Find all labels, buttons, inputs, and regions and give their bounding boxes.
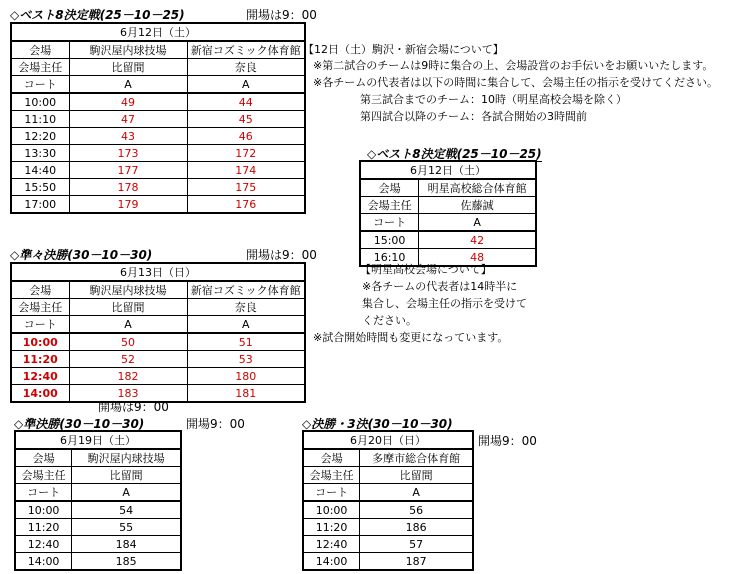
match-cell: 184 [72, 536, 181, 553]
t3-venue-b: 新宿コズミック体育館 [187, 281, 305, 299]
t5-schedule-table [302, 430, 474, 571]
match-cell: 179 [69, 196, 187, 214]
t4-date: 6月19日（土） [15, 431, 181, 449]
match-cell: 53 [187, 351, 305, 368]
table-row [15, 553, 181, 571]
t1-chief-label: 会場主任 [11, 59, 69, 76]
match-cell: 178 [69, 179, 187, 196]
t2-court-label: コート [360, 214, 419, 232]
t1-court-b: A [187, 76, 305, 94]
match-cell: 55 [72, 519, 181, 536]
t3-after-open-time: 開場は9：00 [98, 400, 169, 414]
t3-open-time: 開場は9：00 [246, 248, 317, 262]
t2-venue: 明星高校総合体育館 [419, 179, 536, 197]
t2-schedule-table [359, 160, 537, 267]
t3-court-b: A [187, 316, 305, 334]
t5-heading: ◇決勝・3決(30－10－30) [302, 417, 453, 431]
match-cell: 187 [360, 553, 473, 571]
notes1-line2: ※各チームの代表者は以下の時間に集合して、会場主任の指示を受けてください。 [313, 76, 718, 89]
t4-chief-label: 会場主任 [15, 467, 72, 484]
match-cell: 48 [419, 249, 536, 267]
match-cell: 175 [187, 179, 305, 196]
table-row [11, 128, 305, 145]
table-row [11, 162, 305, 179]
table-row [11, 145, 305, 162]
t3-chief-a: 比留間 [69, 299, 187, 316]
time-cell: 10:00 [11, 93, 69, 111]
match-cell: 54 [72, 501, 181, 519]
table-row [15, 536, 181, 553]
t1-heading: ◇ベスト8決定戦(25－10－25) [10, 8, 185, 22]
t5-court-label: コート [303, 484, 360, 502]
time-cell: 17:00 [11, 196, 69, 214]
t3-chief-b: 奈良 [187, 299, 305, 316]
t3-venue-a: 駒沢屋内球技場 [69, 281, 187, 299]
t4-heading: ◇準決勝(30－10－30) [14, 417, 145, 431]
time-cell: 12:40 [303, 536, 360, 553]
match-cell: 180 [187, 368, 305, 385]
match-cell: 45 [187, 111, 305, 128]
match-cell: 43 [69, 128, 187, 145]
time-cell: 10:00 [11, 333, 69, 351]
match-cell: 50 [69, 333, 187, 351]
match-cell: 57 [360, 536, 473, 553]
table-row [303, 501, 473, 519]
t4-court: A [72, 484, 181, 502]
time-cell: 11:20 [303, 519, 360, 536]
t4-venue: 駒沢屋内球技場 [72, 449, 181, 467]
match-cell: 186 [360, 519, 473, 536]
t5-court: A [360, 484, 473, 502]
t1-open-time: 開場は9：00 [246, 8, 317, 22]
t5-open-time: 開場9：00 [478, 434, 537, 448]
t3-venue-label: 会場 [11, 281, 69, 299]
t1-venue-b: 新宿コズミック体育館 [187, 41, 305, 59]
match-cell: 172 [187, 145, 305, 162]
t1-chief-a: 比留間 [69, 59, 187, 76]
time-cell: 16:10 [360, 249, 419, 267]
notes2-line1: ※各チームの代表者は14時半に [362, 280, 518, 293]
t5-date: 6月20日（日） [303, 431, 473, 449]
match-cell: 44 [187, 93, 305, 111]
match-cell: 173 [69, 145, 187, 162]
table-row [303, 536, 473, 553]
t4-open-time: 開場9：00 [186, 417, 245, 431]
match-cell: 174 [187, 162, 305, 179]
match-cell: 185 [72, 553, 181, 571]
table-row [11, 179, 305, 196]
table-row [303, 553, 473, 571]
match-cell: 182 [69, 368, 187, 385]
t1-court-label: コート [11, 76, 69, 94]
time-cell: 15:50 [11, 179, 69, 196]
time-cell: 11:10 [11, 111, 69, 128]
time-cell: 14:40 [11, 162, 69, 179]
t1-venue-label: 会場 [11, 41, 69, 59]
time-cell: 11:20 [11, 351, 69, 368]
t2-date: 6月12日（土） [360, 161, 536, 179]
table-row [11, 93, 305, 111]
table-row [11, 196, 305, 214]
t4-court-label: コート [15, 484, 72, 502]
match-cell: 177 [69, 162, 187, 179]
notes2-line4: ※試合開始時間も変更になっています。 [313, 331, 509, 344]
t2-venue-label: 会場 [360, 179, 419, 197]
time-cell: 10:00 [303, 501, 360, 519]
match-cell: 42 [419, 231, 536, 249]
t4-schedule-table [14, 430, 182, 571]
notes2-line2: 集合し、会場主任の指示を受けて [362, 297, 527, 310]
time-cell: 14:00 [15, 553, 72, 571]
table-row [15, 501, 181, 519]
match-cell: 49 [69, 93, 187, 111]
match-cell: 51 [187, 333, 305, 351]
match-cell: 47 [69, 111, 187, 128]
t1-venue-a: 駒沢屋内球技場 [69, 41, 187, 59]
t5-chief: 比留間 [360, 467, 473, 484]
time-cell: 12:40 [11, 368, 69, 385]
notes2-title: 【明星高校会場について】 [360, 263, 492, 276]
t1-schedule-table [10, 22, 306, 214]
time-cell: 10:00 [15, 501, 72, 519]
t5-venue-label: 会場 [303, 449, 360, 467]
t3-heading: ◇準々決勝(30－10－30) [10, 248, 153, 262]
t2-court: A [419, 214, 536, 232]
table-row [15, 519, 181, 536]
t3-court-label: コート [11, 316, 69, 334]
time-cell: 14:00 [303, 553, 360, 571]
t2-heading: ◇ベスト8決定戦(25－10－25) [367, 147, 542, 161]
notes1-title: 【12日（土）駒沢・新宿会場について】 [303, 43, 504, 56]
table-row [303, 519, 473, 536]
notes1-line4: 第四試合以降のチーム：各試合開始の3時間前 [360, 110, 587, 123]
t4-venue-label: 会場 [15, 449, 72, 467]
table-row [11, 368, 305, 385]
table-row [11, 351, 305, 368]
match-cell: 183 [69, 385, 187, 403]
table-row [11, 333, 305, 351]
t2-chief: 佐藤誠 [419, 197, 536, 214]
time-cell: 13:30 [11, 145, 69, 162]
t1-court-a: A [69, 76, 187, 94]
notes2-line3: ください。 [362, 314, 417, 327]
notes1-line1: ※第二試合のチームは9時に集合の上、会場設営のお手伝いをお願いいたします。 [313, 59, 714, 72]
notes1-line3: 第三試合までのチーム：10時（明星高校会場を除く） [360, 93, 627, 106]
time-cell: 12:40 [15, 536, 72, 553]
t5-venue: 多摩市総合体育館 [360, 449, 473, 467]
match-cell: 56 [360, 501, 473, 519]
t1-date: 6月12日（土） [11, 23, 305, 41]
time-cell: 15:00 [360, 231, 419, 249]
t3-schedule-table [10, 262, 306, 403]
t5-chief-label: 会場主任 [303, 467, 360, 484]
t1-chief-b: 奈良 [187, 59, 305, 76]
time-cell: 14:00 [11, 385, 69, 403]
time-cell: 12:20 [11, 128, 69, 145]
table-row [11, 111, 305, 128]
t3-chief-label: 会場主任 [11, 299, 69, 316]
match-cell: 52 [69, 351, 187, 368]
table-row [360, 231, 536, 249]
time-cell: 11:20 [15, 519, 72, 536]
t3-court-a: A [69, 316, 187, 334]
match-cell: 181 [187, 385, 305, 403]
match-cell: 46 [187, 128, 305, 145]
t4-chief: 比留間 [72, 467, 181, 484]
match-cell: 176 [187, 196, 305, 214]
t2-chief-label: 会場主任 [360, 197, 419, 214]
t3-date: 6月13日（日） [11, 263, 305, 281]
